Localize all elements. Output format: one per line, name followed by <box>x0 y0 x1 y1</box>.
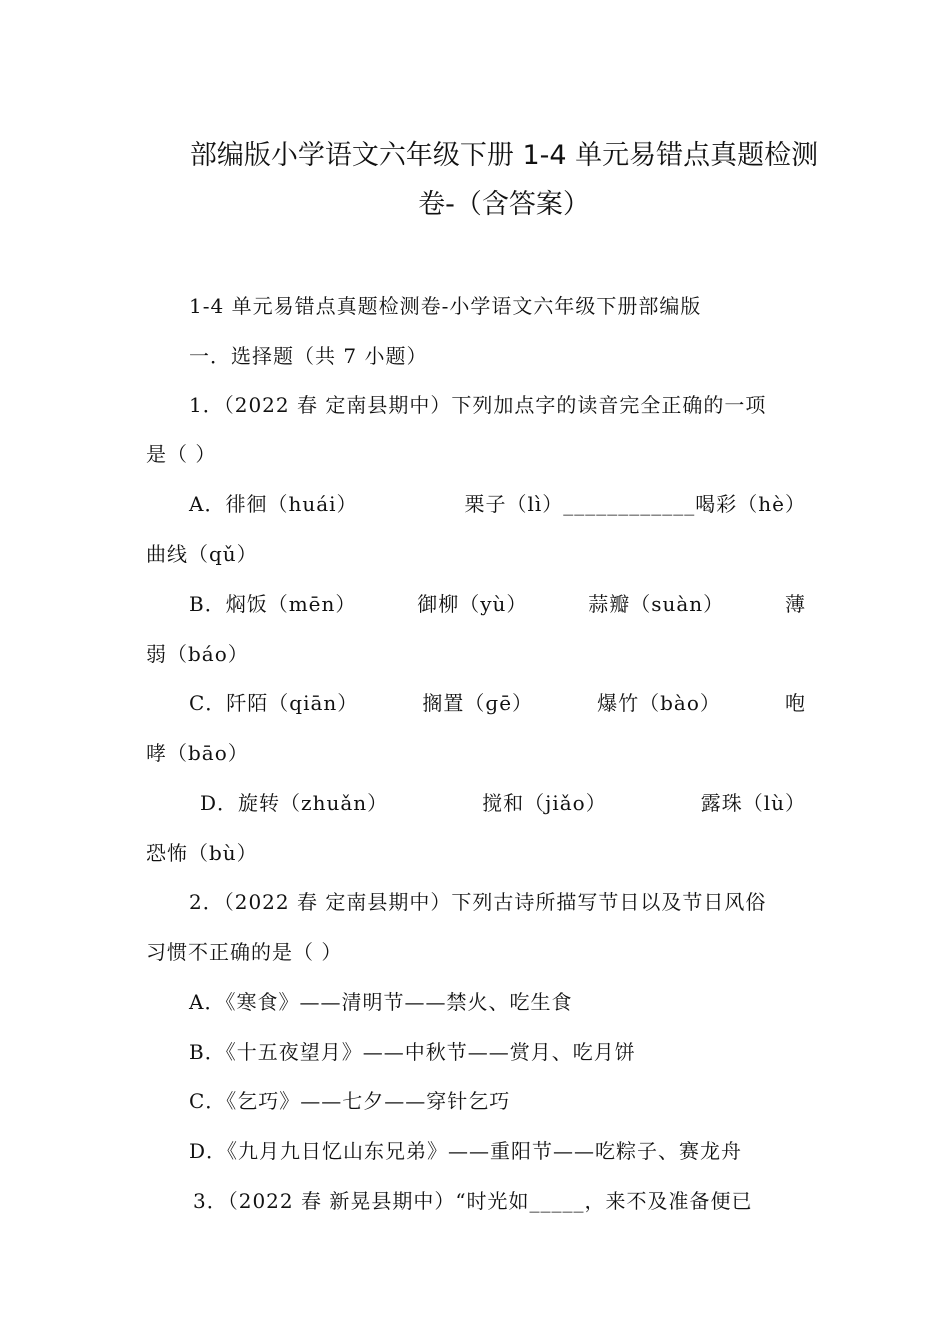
q1-option-a-row <box>189 488 806 517</box>
q1-option-d-part1: D．旋转（zhuǎn） <box>200 791 389 815</box>
q1-option-a-part2: 栗子（lì）____________喝彩（hè） <box>464 492 806 516</box>
q1-option-d-part3: 露珠（lù） <box>700 791 806 815</box>
q1-option-c-line2: 哮（bāo） <box>146 741 249 765</box>
q1-option-a-part1: A．徘徊（huái） <box>189 492 358 516</box>
q2-option-d: D．《九月九日忆山东兄弟》——重阳节——吃粽子、赛龙舟 <box>189 1139 743 1163</box>
q1-option-b-line2: 弱（báo） <box>146 642 249 666</box>
q2-option-a: A．《寒食》——清明节——禁火、吃生食 <box>189 990 573 1014</box>
q1-option-c-part4: 咆 <box>784 691 806 715</box>
q1-option-c-part1: C．阡陌（qiān） <box>189 691 359 715</box>
document-title-line1: 部编版小学语文六年级下册 1-4 单元易错点真题检测 <box>189 140 819 171</box>
q1-option-b-row <box>189 588 806 617</box>
q1-option-b-part3: 蒜瓣（suàn） <box>588 592 725 616</box>
q1-option-b-part4: 薄 <box>784 592 806 616</box>
q1-stem-line2: 是（ ） <box>146 442 217 466</box>
q1-option-a-line2: 曲线（qǔ） <box>146 542 258 566</box>
section-heading: 一．选择题（共 7 小题） <box>189 344 428 368</box>
q2-stem-line1: 2．（2022 春 定南县期中）下列古诗所描写节日以及节日风俗 <box>189 890 767 914</box>
q2-stem-line2: 习惯不正确的是（ ） <box>146 940 343 964</box>
q1-option-d-line2: 恐怖（bù） <box>146 841 258 865</box>
q1-option-c-row <box>189 687 806 716</box>
q1-option-b-part1: B．焖饭（mēn） <box>189 592 357 616</box>
document-title-line2: 卷-（含答案） <box>418 189 590 220</box>
q1-option-d-part2: 搅和（jiǎo） <box>482 791 607 815</box>
q1-option-d-row <box>200 787 806 816</box>
q1-option-c-part2: 搁置（ɡē） <box>422 691 534 715</box>
q3-stem-line1: 3．（2022 春 新晃县期中）“时光如_____，来不及准备便已 <box>193 1189 753 1213</box>
q2-option-c: C．《乞巧》——七夕——穿针乞巧 <box>189 1089 511 1113</box>
q1-stem-line1: 1．（2022 春 定南县期中）下列加点字的读音完全正确的一项 <box>189 393 767 417</box>
document-subtitle: 1-4 单元易错点真题检测卷-小学语文六年级下册部编版 <box>189 294 702 318</box>
q2-option-b: B．《十五夜望月》——中秋节——赏月、吃月饼 <box>189 1040 636 1064</box>
q1-option-c-part3: 爆竹（bào） <box>597 691 721 715</box>
q1-option-b-part2: 御柳（yù） <box>417 592 528 616</box>
